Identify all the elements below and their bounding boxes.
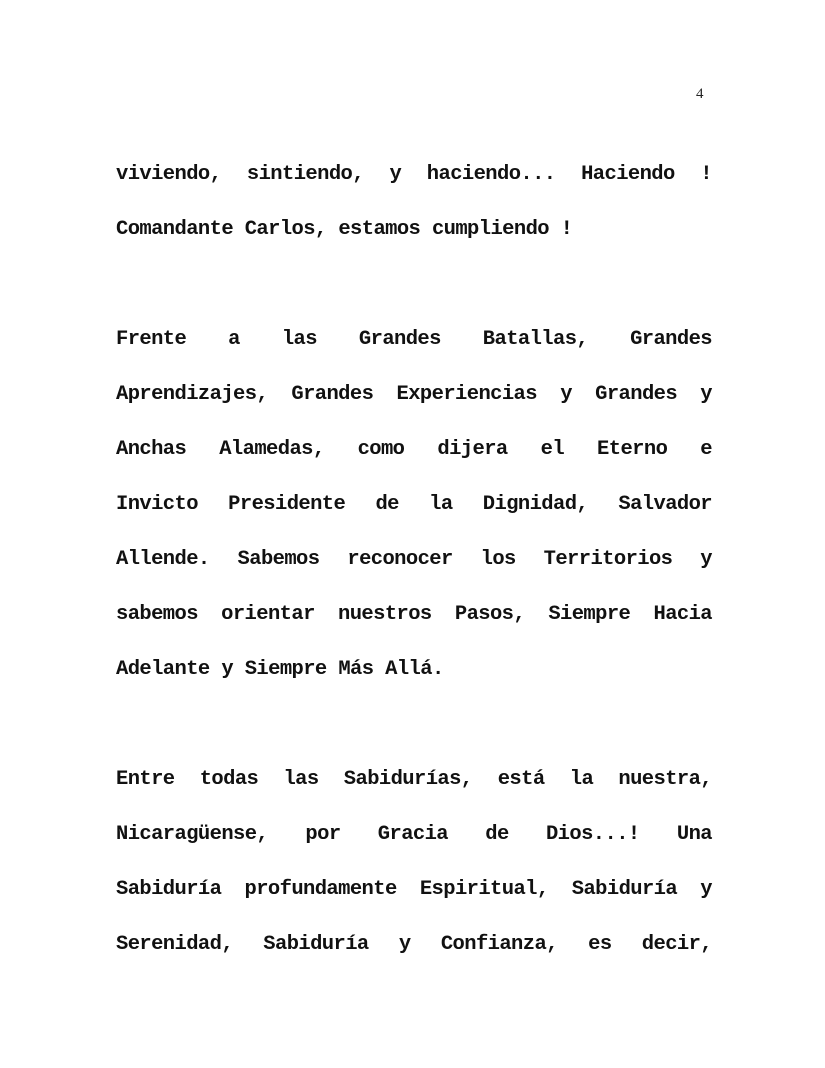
paragraph-3-line-3: Sabiduría profundamente Espiritual, Sabiduría y bbox=[116, 878, 712, 901]
paragraph-1-line-2: Comandante Carlos, estamos cumpliendo ! bbox=[116, 218, 573, 241]
paragraph-3-line-4: Serenidad, Sabiduría y Confianza, es decir, bbox=[116, 933, 712, 956]
paragraph-2-line-6: sabemos orientar nuestros Pasos, Siempre Hacia bbox=[116, 603, 712, 626]
paragraph-3-line-1: Entre todas las Sabidurías, está la nuestra, bbox=[116, 768, 712, 791]
paragraph-2-line-2: Aprendizajes, Grandes Experiencias y Grandes y bbox=[116, 383, 712, 406]
paragraph-3-line-2: Nicaragüense, por Gracia de Dios...! Una bbox=[116, 823, 712, 846]
paragraph-2-line-7: Adelante y Siempre Más Allá. bbox=[116, 658, 444, 681]
paragraph-1-line-1: viviendo, sintiendo, y haciendo... Haciendo ! bbox=[116, 163, 712, 186]
paragraph-2-line-3: Anchas Alamedas, como dijera el Eterno e bbox=[116, 438, 712, 461]
paragraph-2-line-1: Frente a las Grandes Batallas, Grandes bbox=[116, 328, 712, 351]
paragraph-2-line-4: Invicto Presidente de la Dignidad, Salvador bbox=[116, 493, 712, 516]
page-number: 4 bbox=[696, 86, 704, 102]
paragraph-2-line-5: Allende. Sabemos reconocer los Territorios y bbox=[116, 548, 712, 571]
